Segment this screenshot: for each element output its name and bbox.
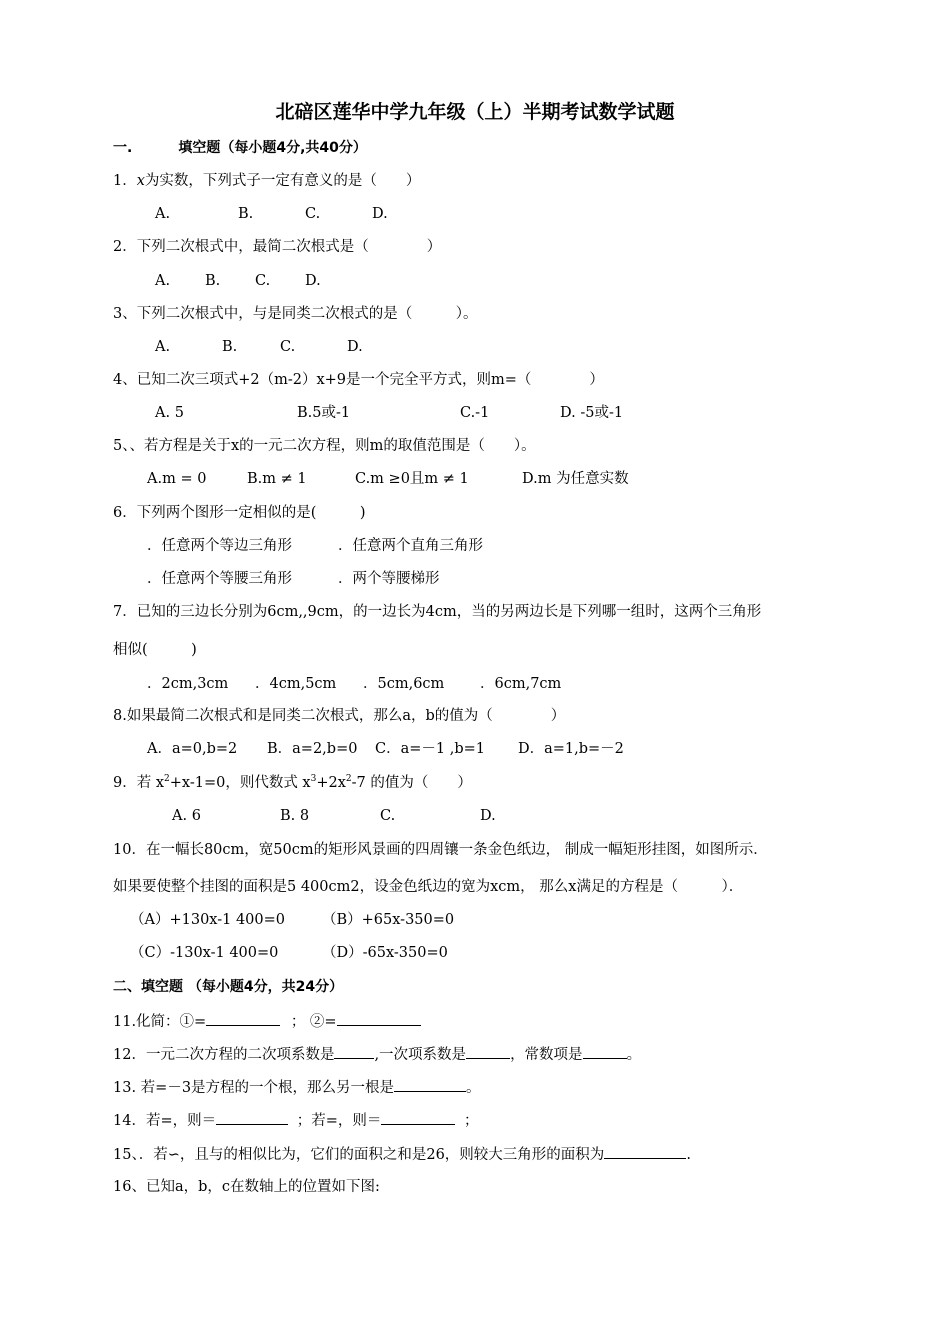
question-7-line-2: 相似( ) [113, 642, 197, 658]
q4-option-c: C.-1 [460, 405, 490, 421]
question-7-line-1: 7．已知的三边长分别为6cm,,9cm，的一边长为4cm，当的另两边长是下列哪一组时，这两个三角形 [113, 604, 762, 620]
q7-option-a: ．2cm,3cm [147, 676, 229, 692]
q4-option-d: D. -5或-1 [560, 405, 624, 421]
answer-blank [337, 1011, 421, 1026]
question-13: 13. 若=－3是方程的一个根，那么另一根是 。 [113, 1077, 481, 1098]
q5-option-a: A.m = 0 [147, 471, 207, 487]
question-12: 12．一元二次方程的二次项系数是 ,一次项系数是 ，常数项是 。 [113, 1044, 641, 1065]
q7-option-b: ．4cm,5cm [255, 676, 337, 692]
q3-option-c: C. [280, 339, 296, 355]
answer-blank [604, 1144, 686, 1159]
page-title: 北碚区莲华中学九年级（上）半期考试数学试题 [275, 101, 675, 123]
question-9: 9．若 $x^2+x-1=0$，则代数式 $x^3+2x^2-7$ 的值为（ ） [113, 774, 472, 791]
answer-blank [206, 1011, 280, 1026]
question-2: 2．下列二次根式中，最简二次根式是（ ） [113, 239, 442, 255]
q6-option-d: ．两个等腰梯形 [338, 571, 440, 587]
variable-x: x [136, 173, 145, 189]
q8-option-c: C．a=－1 ,b=1 [375, 741, 485, 757]
q1-option-d: D. [372, 206, 388, 222]
q2-option-d: D. [305, 273, 321, 289]
q10-option-b: （B）+65x-350=0 [322, 912, 455, 928]
q9-option-a: A. 6 [172, 808, 201, 824]
answer-blank [334, 1044, 374, 1059]
q5-option-d: D.m 为任意实数 [522, 471, 629, 487]
answer-blank [394, 1077, 466, 1092]
q3-option-a: A. [155, 339, 171, 355]
question-1: 1．x为实数，下列式子一定有意义的是（ ） [113, 173, 421, 189]
question-5: 5、、若方程是关于x的一元二次方程，则m的取值范围是（ ）。 [113, 438, 536, 454]
q4-option-a: A. 5 [155, 405, 184, 421]
q1-option-c: C. [305, 206, 321, 222]
q9-option-d: D. [480, 808, 496, 824]
q5-option-c: C.m ≥0且m ≠ 1 [355, 471, 469, 487]
question-6: 6．下列两个图形一定相似的是( ) [113, 505, 366, 521]
answer-blank [466, 1044, 510, 1059]
q8-option-a: A．a=0,b=2 [147, 741, 238, 757]
q8-option-b: B．a=2,b=0 [267, 741, 358, 757]
q10-option-d: （D）-65x-350=0 [322, 945, 448, 961]
q6-option-c: ．任意两个等腰三角形 [147, 571, 292, 587]
q4-option-b: B.5或-1 [297, 405, 351, 421]
question-16: 16、已知a，b，c在数轴上的位置如下图: [113, 1179, 380, 1195]
answer-blank [381, 1110, 455, 1125]
q3-option-d: D. [347, 339, 363, 355]
q10-option-c: （C）-130x-1 400=0 [130, 945, 279, 961]
question-10-line-2: 如果要使整个挂图的面积是5 400cm2，设金色纸边的宽为xcm， 那么x满足的方程是（ ）． [113, 879, 744, 895]
q6-option-a: ．任意两个等边三角形 [147, 538, 292, 554]
q7-option-c: ．5cm,6cm [363, 676, 445, 692]
q2-option-a: A. [155, 273, 171, 289]
answer-blank [216, 1110, 288, 1125]
q1-option-b: B. [238, 206, 254, 222]
question-4: 4、已知二次三项式+2（m-2）x+9是一个完全平方式，则m=（ ） [113, 372, 604, 388]
answer-blank [583, 1044, 627, 1059]
q2-option-c: C. [255, 273, 271, 289]
question-15: 15、．若∽，且与的相似比为，它们的面积之和是26，则较大三角形的面积为 . [113, 1144, 691, 1165]
section-1-number: 一. [113, 140, 133, 156]
q6-option-b: ．任意两个直角三角形 [338, 538, 483, 554]
question-11: 11.化简：①= ； ②= [113, 1011, 421, 1032]
question-14: 14．若=，则＝ ；若=，则＝ ； [113, 1110, 478, 1131]
q9-option-c: C. [380, 808, 396, 824]
q8-option-d: D．a=1,b=－2 [518, 741, 624, 757]
section-2-heading: 二、填空题 （每小题4分，共24分） [113, 979, 344, 995]
q5-option-b: B.m ≠ 1 [247, 471, 307, 487]
q10-option-a: （A）+130x-1 400=0 [130, 912, 286, 928]
section-1-heading [113, 138, 367, 158]
q7-option-d: ．6cm,7cm [480, 676, 562, 692]
q3-option-b: B. [222, 339, 238, 355]
q1-option-a: A. [155, 206, 171, 222]
q2-option-b: B. [205, 273, 221, 289]
question-10-line-1: 10．在一幅长80cm，宽50cm的矩形风景画的四周镶一条金色纸边， 制成一幅矩形挂图，如图所示． [113, 842, 768, 858]
question-8: 8.如果最简二次根式和是同类二次根式，那么a，b的值为（ ） [113, 708, 566, 724]
q9-option-b: B. 8 [280, 808, 310, 824]
question-3: 3、下列二次根式中，与是同类二次根式的是（ ）。 [113, 306, 478, 322]
section-1-label: 填空题（每小题4分,共40分） [178, 140, 367, 156]
